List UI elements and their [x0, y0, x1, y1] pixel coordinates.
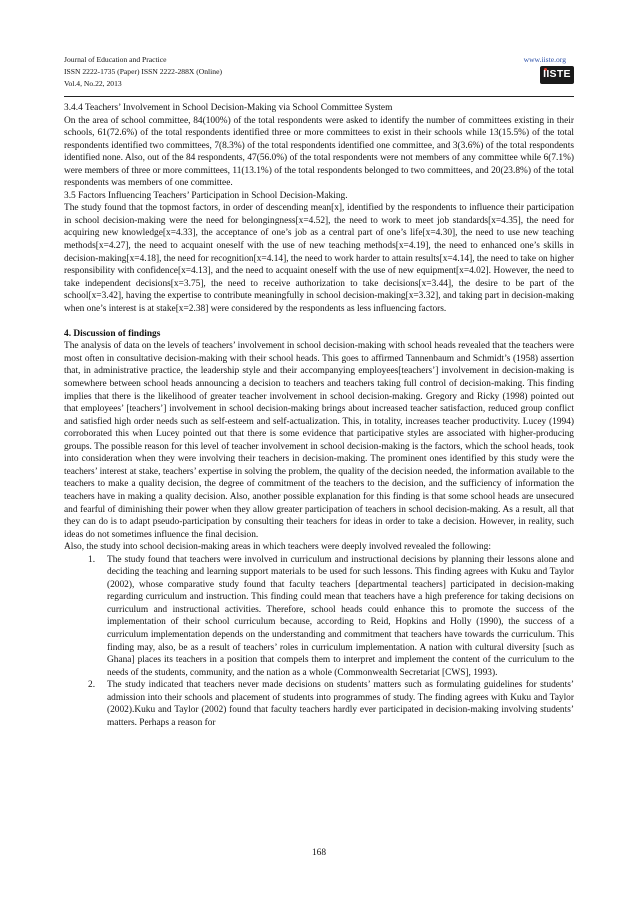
article-body [64, 102, 574, 729]
journal-header [64, 54, 574, 90]
section-3-5-heading: 3.5 Factors Influencing Teachers’ Participation in School Decision-Making. [64, 190, 348, 201]
section-4-text-2: Also, the study into school decision-making areas in which teachers were deeply involved revealed the following: [64, 542, 491, 553]
list-item [64, 554, 574, 679]
journal-volume: Vol.4, No.22, 2013 [64, 79, 122, 88]
section-3-5-text: The study found that the topmost factors, in order of descending mean[x], identified by the respondents to influence their participation in school decision-making were the need for belongingness[x=4.52], the need to work to meet job standards[x=4.35], the need for acquiring new knowledge[x=4.33], the acceptance of one’s job as a central part of one’s life[x=4.30], the need to use new teaching methods[x=4.27], the need to acquaint oneself with the use of new teaching methods[x=4.19], the need to enhanced one’s skills in decision-making[x=4.18], the need for recognition[x=4.14], the need to work harder to attain results[x=4.14], the need to take on higher responsibility with confidence[x=4.13], and the need to acquaint oneself with the use of new equipment[x=4.02]. However, the need to take independent decisions[x=3.75], the need to receive authorization to take decisions[x=3.44], the desire to be part of the school[x=3.42], having the expertise to contribute meaningfully in school decision-making[x=3.32], and taking part in decision-making when one’s interest is at stake[x=2.38] were considered by the respondents as less influencing factors. [64, 203, 574, 314]
list-item-text: The study found that teachers were involved in curriculum and instructional decisions by planning their lessons alone and deciding the teaching and learning support materials to be used for such lessons. This finding agrees with Kuku and Taylor (2002), whose comparative study found that faculty teachers [departmental teachers] participated in decision-making regarding curriculum and instruction. This finding could mean that teachers have a high preference for taking decisions on curriculum and instructional activities. Therefore, school heads could enhance this to promote the success of the implementation of their school curriculum because, according to Reid, Hopkins and Holly (1990), the success of a curriculum implementation depends on the understanding and commitment that teachers have towards the curriculum. This finding may, also, be as a result of teachers’ roles in curriculum implementation. A nation with cultural diversity [such as Ghana] places its teachers in a position that compels them to interpret and implement the content of the curriculum to the needs of the students, community, and the nation as a whole (Commonwealth Secretariat [CWS], 1993). [107, 554, 574, 678]
header-divider [64, 96, 574, 97]
section-3-4-4-heading: 3.4.4 Teachers’ Involvement in School Decision-Making via School Committee System [64, 103, 393, 113]
journal-url-link[interactable]: www.iiste.org [523, 55, 566, 64]
findings-list [64, 554, 574, 730]
list-item-number: 1. [88, 554, 96, 565]
section-4-text: The analysis of data on the levels of teachers’ involvement in school decision-making with school heads revealed that the teachers were most often in consultative decision-making with their school heads. This goes to affirmed Tannenbaum and Schmidt’s (1958) assertion that, in administrative practice, the leadership style and their accompanying employees[teachers’] involvement in decision-making is somewhere between school heads announcing a decision to teachers and teachers taking full control of decision-making. This finding implies that there is the likelihood of greater teacher involvement in school decision-making. Gregory and Ricky (1998) pointed out that employees’ [teachers’] involvement in school decision-making brings about increased teacher satisfaction, reduced group conflict and satisfied high order needs such as self-esteem and self-actualization. This, in totality, increases teacher productivity. Lucey (1994) corroborated this when Lucey pointed out that there is some evidence that participative styles are associated with higher-producing groups. The possible reason for this level of teacher involvement in school decision-making is the factors, which the school heads, took into consideration when they were involving their teachers in decision-making. The prominent ones identified by this study were the teachers’ interest at stake, teachers’ expertise in solving the problem, the quality of the decision needed, the information available to the teachers to make a quality decision, the degree of commitment of the teachers to the decision, and the sufficiency of information the teachers have in making a quality decision. Also, another possible explanation for this finding is that some school heads are unsecured and fearful of diminishing their power when they allow greater participation of teachers in school decision-making. As a result, all that they can do is to adapt pseudo-participation by consulting their teachers for ideas in order to take a decision. However, in reality, such ideas do not sometimes influence the final decision. [64, 341, 574, 540]
journal-title: Journal of Education and Practice [64, 55, 167, 64]
journal-issn: ISSN 2222-1735 (Paper) ISSN 2222-288X (Online) [64, 67, 222, 76]
iiste-logo [540, 66, 574, 84]
list-item [64, 679, 574, 729]
logo-text: IISTE [543, 68, 571, 80]
section-3-4-4-text: On the area of school committee, 84(100%) of the total respondents were asked to identify the number of committees existing in their schools, 61(72.6%) of the total respondents identified three or more committees to exist in their schools while 13(15.5%) of the total respondents identified two committees, 7(8.3%) of the total respondents identified one committee, and 3(3.6%) of the total respondents identified none. Also, out of the 84 respondents, 47(56.0%) of the total respondents were not members of any committee while 6(7.1%) were members of three or more committees, 11(13.1%) of the total respondents belonged to two committees, and 20(23.8%) of the total respondents was members of one committee. [64, 115, 574, 189]
page-number: 168 [311, 848, 327, 858]
list-item-number: 2. [88, 680, 96, 691]
section-4-heading: 4. Discussion of findings [64, 328, 161, 339]
list-item-text: The study indicated that teachers never made decisions on students’ matters such as formulating guidelines for students’ admission into their schools and placement of students into programmes of study. The finding agrees with Kuku and Taylor (2002).Kuku and Taylor (2002) found that faculty teachers hardly ever participated in decision-making involving students’ matters. Perhaps a reason for [107, 680, 574, 728]
